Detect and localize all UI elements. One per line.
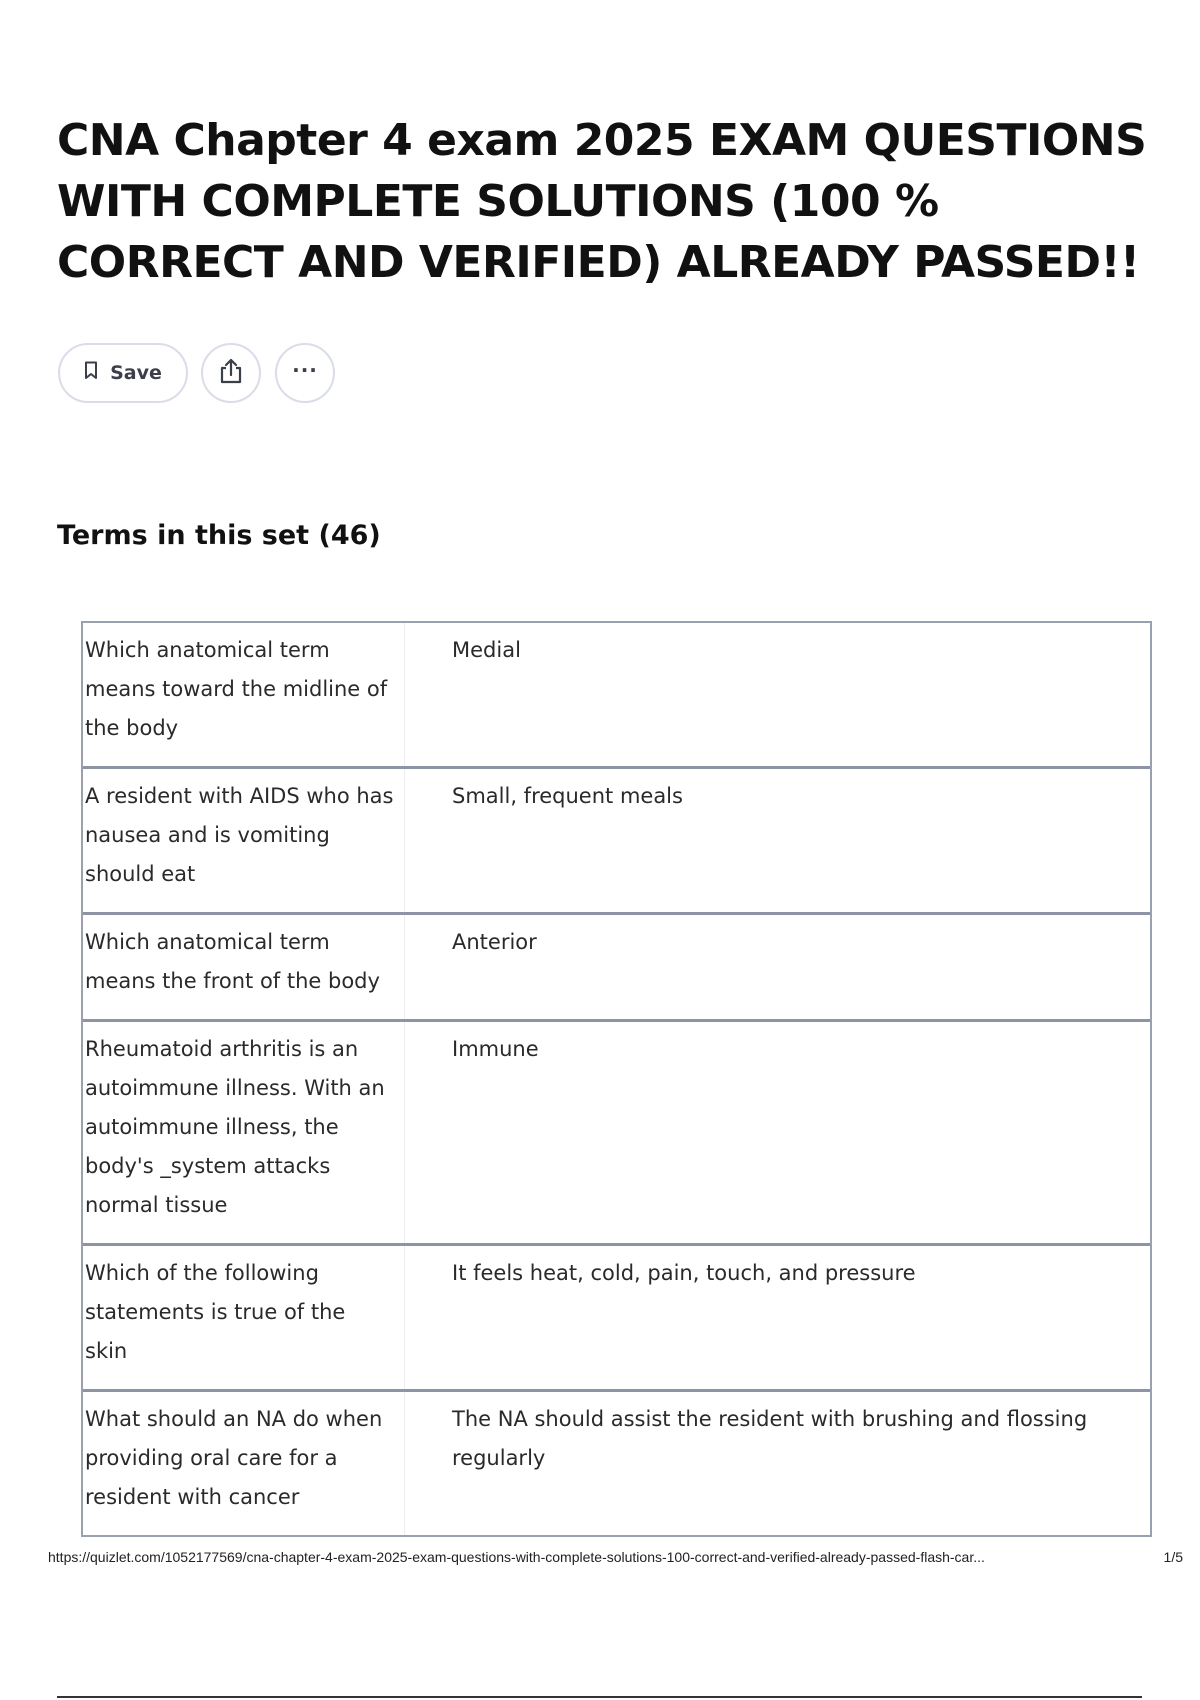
table-row (83, 912, 1150, 1019)
divider (57, 1696, 1142, 1698)
more-icon: ··· (292, 358, 318, 382)
term-cell: What should an NA do when providing oral care for a resident with cancer (83, 1392, 405, 1535)
term-cell: Rheumatoid arthritis is an autoimmune illness. With an autoimmune illness, the body's _system attacks normal tissue (83, 1022, 405, 1243)
share-icon (218, 357, 244, 390)
definition-cell: Medial (452, 638, 521, 662)
terms-heading: Terms in this set (46) (57, 520, 381, 551)
page-url: https://quizlet.com/1052177569/cna-chapter-4-exam-2025-exam-questions-with-complete-solutions-100-correct-and-verified-already-passed-flash-car... (48, 1549, 985, 1565)
bookmark-icon (84, 361, 98, 385)
page-number: 1/5 (1163, 1549, 1183, 1565)
action-bar (58, 343, 335, 403)
save-label: Save (110, 362, 162, 384)
more-options-button[interactable] (275, 343, 335, 403)
save-button[interactable] (58, 343, 188, 403)
table-row (83, 1243, 1150, 1389)
table-row (83, 766, 1150, 912)
table-row (83, 623, 1150, 766)
terms-table (81, 621, 1152, 1537)
share-button[interactable] (201, 343, 261, 403)
definition-cell: Small, frequent meals (452, 784, 683, 808)
definition-cell: It feels heat, cold, pain, touch, and pressure (452, 1261, 916, 1285)
definition-cell: Immune (452, 1037, 539, 1061)
definition-cell: Anterior (452, 930, 537, 954)
table-row (83, 1019, 1150, 1243)
term-cell: Which of the following statements is true of the skin (83, 1246, 405, 1389)
term-cell: Which anatomical term means toward the midline of the body (83, 623, 405, 766)
term-cell: A resident with AIDS who has nausea and is vomiting should eat (83, 769, 405, 912)
definition-cell: The NA should assist the resident with brushing and flossing regularly (452, 1407, 1088, 1470)
page-title: CNA Chapter 4 exam 2025 EXAM QUESTIONS WITH COMPLETE SOLUTIONS (100 % CORRECT AND VERIFIED) ALREADY PASSED!! (57, 115, 1147, 288)
table-row (83, 1389, 1150, 1535)
term-cell: Which anatomical term means the front of the body (83, 915, 405, 1019)
